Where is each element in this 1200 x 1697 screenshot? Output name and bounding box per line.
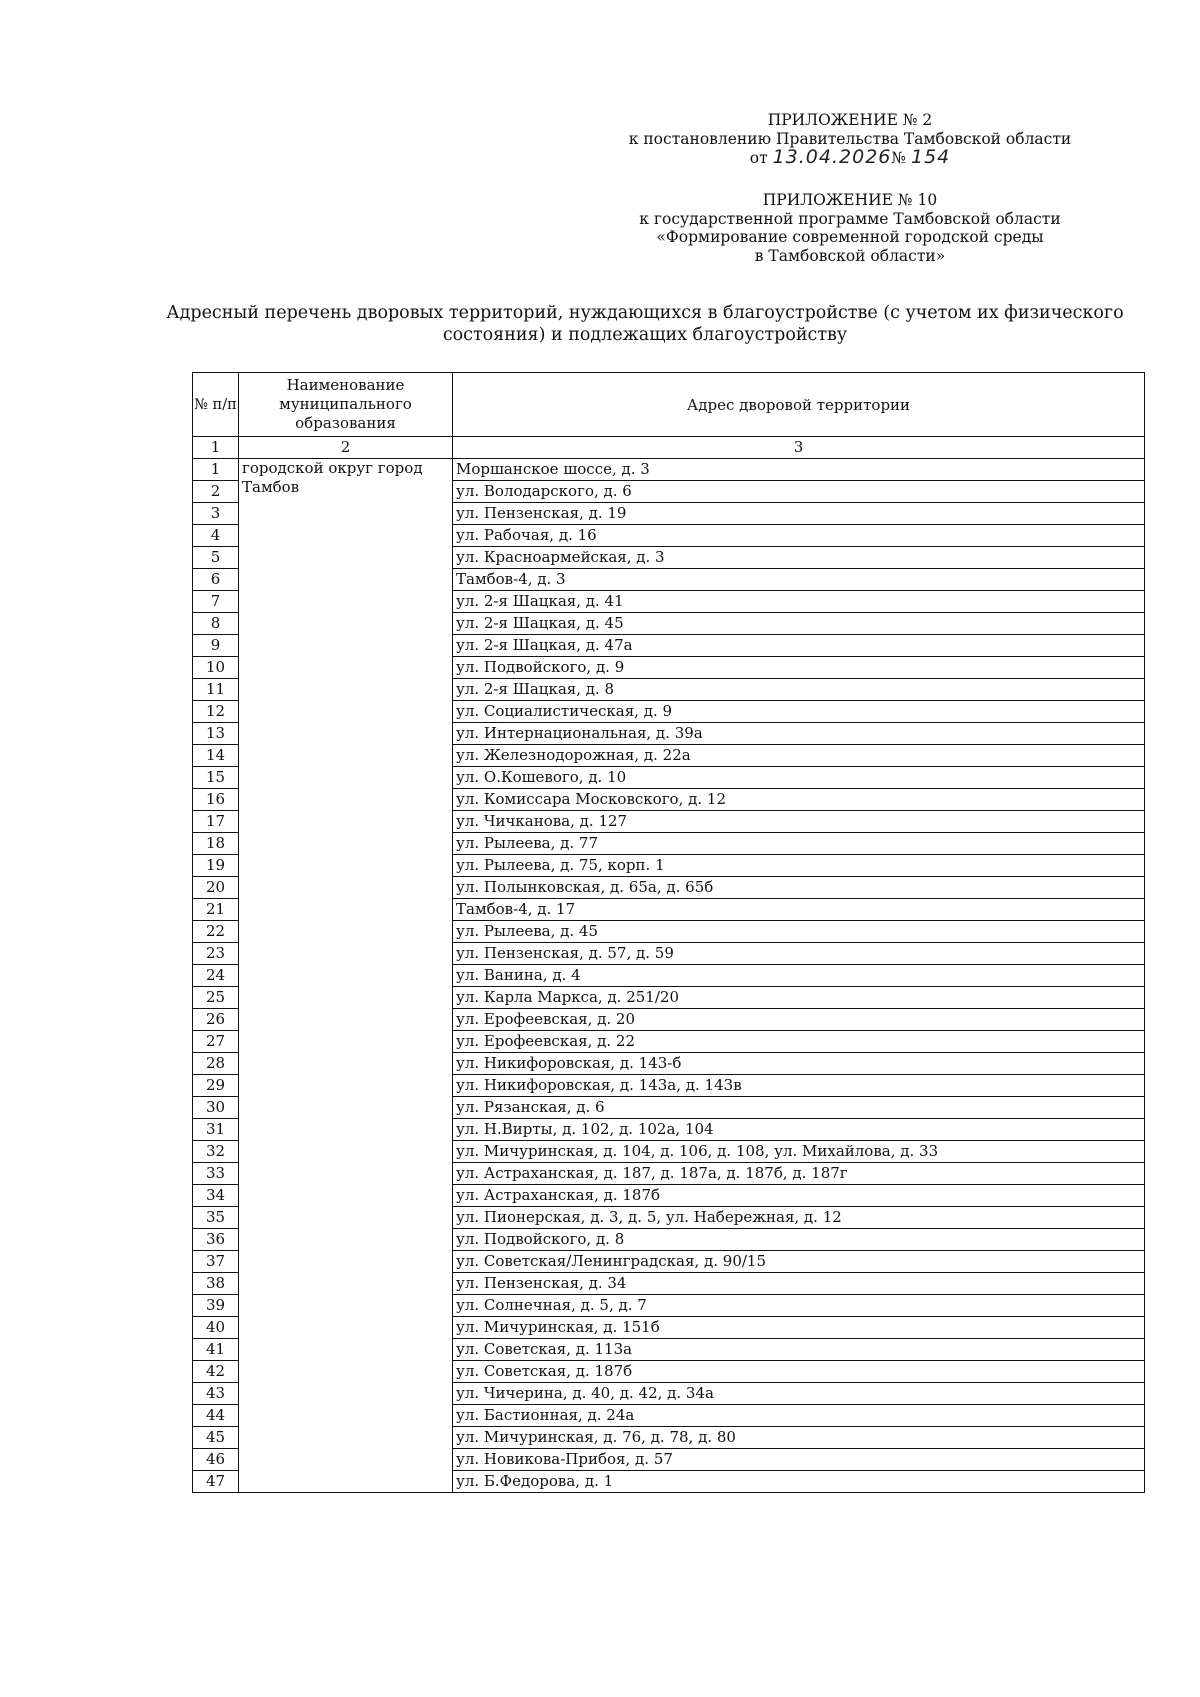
row-number: 23 [193,943,239,965]
appendix-2-title: ПРИЛОЖЕНИЕ № 2 [767,111,933,129]
handwritten-date: 13.04.2026 [772,146,892,168]
row-number: 1 [193,459,239,481]
row-number: 44 [193,1405,239,1427]
row-number: 9 [193,635,239,657]
address-cell: ул. Рылеева, д. 75, корп. 1 [453,855,1145,877]
address-cell: ул. 2-я Шацкая, д. 47а [453,635,1145,657]
address-cell: ул. Рылеева, д. 45 [453,921,1145,943]
appendix-10-title: ПРИЛОЖЕНИЕ № 10 [762,191,938,209]
row-number: 18 [193,833,239,855]
row-number: 25 [193,987,239,1009]
address-cell: ул. Пензенская, д. 57, д. 59 [453,943,1145,965]
address-cell: ул. Мичуринская, д. 104, д. 106, д. 108, ул. Михайлова, д. 33 [453,1141,1145,1163]
from-label: от [749,149,768,167]
address-cell: ул. Б.Федорова, д. 1 [453,1471,1145,1493]
column-number: 2 [239,437,453,459]
column-number-row [193,437,1145,459]
row-number: 26 [193,1009,239,1031]
row-number: 21 [193,899,239,921]
address-cell: ул. Володарского, д. 6 [453,481,1145,503]
address-cell: Тамбов-4, д. 3 [453,569,1145,591]
row-number: 7 [193,591,239,613]
address-cell: ул. Бастионная, д. 24а [453,1405,1145,1427]
row-number: 43 [193,1383,239,1405]
resolution-date-line [600,148,1100,168]
address-cell: ул. Пионерская, д. 3, д. 5, ул. Набережная, д. 12 [453,1207,1145,1229]
row-number: 27 [193,1031,239,1053]
row-number: 37 [193,1251,239,1273]
header-number: № п/п [193,373,239,437]
table-header-row [193,373,1145,437]
address-cell: ул. Астраханская, д. 187б [453,1185,1145,1207]
row-number: 2 [193,481,239,503]
appendix-2-resolution-line: к постановлению Правительства Тамбовской области [628,129,1072,148]
address-cell: ул. О.Кошевого, д. 10 [453,767,1145,789]
row-number: 19 [193,855,239,877]
number-label: № [891,149,907,167]
address-cell: ул. Карла Маркса, д. 251/20 [453,987,1145,1009]
address-cell: ул. Солнечная, д. 5, д. 7 [453,1295,1145,1317]
address-cell: ул. Подвойского, д. 9 [453,657,1145,679]
row-number: 31 [193,1119,239,1141]
row-number: 42 [193,1361,239,1383]
address-cell: ул. Железнодорожная, д. 22а [453,745,1145,767]
row-number: 17 [193,811,239,833]
address-cell: Моршанское шоссе, д. 3 [453,459,1145,481]
address-cell: ул. Рязанская, д. 6 [453,1097,1145,1119]
address-cell: ул. Советская, д. 187б [453,1361,1145,1383]
address-cell: ул. Новикова-Прибоя, д. 57 [453,1449,1145,1471]
address-cell: ул. 2-я Шацкая, д. 41 [453,591,1145,613]
row-number: 16 [193,789,239,811]
address-cell: ул. Советская, д. 113а [453,1339,1145,1361]
appendix-2-block [600,111,1100,168]
address-cell: ул. 2-я Шацкая, д. 45 [453,613,1145,635]
row-number: 4 [193,525,239,547]
column-number: 3 [453,437,1145,459]
address-cell: ул. Чичканова, д. 127 [453,811,1145,833]
row-number: 11 [193,679,239,701]
appendix-10-block [600,191,1100,265]
address-cell: ул. 2-я Шацкая, д. 8 [453,679,1145,701]
address-table [192,372,1145,1493]
document-title: Адресный перечень дворовых территорий, нуждающихся в благоустройстве (с учетом их физического состояния) и подлежащих благоустройству [166,303,1124,345]
row-number: 40 [193,1317,239,1339]
row-number: 39 [193,1295,239,1317]
address-cell: ул. Пензенская, д. 19 [453,503,1145,525]
column-number: 1 [193,437,239,459]
row-number: 15 [193,767,239,789]
address-cell: ул. Интернациональная, д. 39а [453,723,1145,745]
address-cell: Тамбов-4, д. 17 [453,899,1145,921]
handwritten-number: 154 [911,146,951,168]
address-cell: ул. Рабочая, д. 16 [453,525,1145,547]
address-cell: ул. Комиссара Московского, д. 12 [453,789,1145,811]
address-cell: ул. Рылеева, д. 77 [453,833,1145,855]
row-number: 35 [193,1207,239,1229]
row-number: 10 [193,657,239,679]
address-cell: ул. Ванина, д. 4 [453,965,1145,987]
row-number: 29 [193,1075,239,1097]
appendix-10-line-1: к государственной программе Тамбовской области [639,209,1061,228]
row-number: 5 [193,547,239,569]
address-cell: ул. Полынковская, д. 65а, д. 65б [453,877,1145,899]
row-number: 12 [193,701,239,723]
row-number: 14 [193,745,239,767]
table-row [193,459,1145,481]
address-cell: ул. Астраханская, д. 187, д. 187а, д. 187б, д. 187г [453,1163,1145,1185]
header-address: Адрес дворовой территории [453,373,1145,437]
row-number: 32 [193,1141,239,1163]
appendix-10-line-3: в Тамбовской области» [754,246,946,265]
address-cell: ул. Ерофеевская, д. 20 [453,1009,1145,1031]
address-cell: ул. Никифоровская, д. 143-б [453,1053,1145,1075]
row-number: 45 [193,1427,239,1449]
row-number: 33 [193,1163,239,1185]
address-cell: ул. Подвойского, д. 8 [453,1229,1145,1251]
address-cell: ул. Мичуринская, д. 151б [453,1317,1145,1339]
row-number: 28 [193,1053,239,1075]
row-number: 3 [193,503,239,525]
address-cell: ул. Красноармейская, д. 3 [453,547,1145,569]
address-cell: ул. Чичерина, д. 40, д. 42, д. 34а [453,1383,1145,1405]
row-number: 22 [193,921,239,943]
address-cell: ул. Социалистическая, д. 9 [453,701,1145,723]
row-number: 8 [193,613,239,635]
row-number: 36 [193,1229,239,1251]
row-number: 34 [193,1185,239,1207]
row-number: 20 [193,877,239,899]
address-cell: ул. Пензенская, д. 34 [453,1273,1145,1295]
row-number: 38 [193,1273,239,1295]
address-cell: ул. Никифоровская, д. 143а, д. 143в [453,1075,1145,1097]
row-number: 46 [193,1449,239,1471]
address-cell: ул. Советская/Ленинградская, д. 90/15 [453,1251,1145,1273]
address-cell: ул. Мичуринская, д. 76, д. 78, д. 80 [453,1427,1145,1449]
municipality-cell: городской округ город Тамбов [239,459,453,1493]
address-cell: ул. Ерофеевская, д. 22 [453,1031,1145,1053]
address-cell: ул. Н.Вирты, д. 102, д. 102а, 104 [453,1119,1145,1141]
header-municipality: Наименование муниципального образования [239,373,453,437]
row-number: 47 [193,1471,239,1493]
appendix-10-line-2: «Формирование современной городской среды [656,228,1044,246]
row-number: 30 [193,1097,239,1119]
row-number: 41 [193,1339,239,1361]
row-number: 13 [193,723,239,745]
row-number: 24 [193,965,239,987]
row-number: 6 [193,569,239,591]
